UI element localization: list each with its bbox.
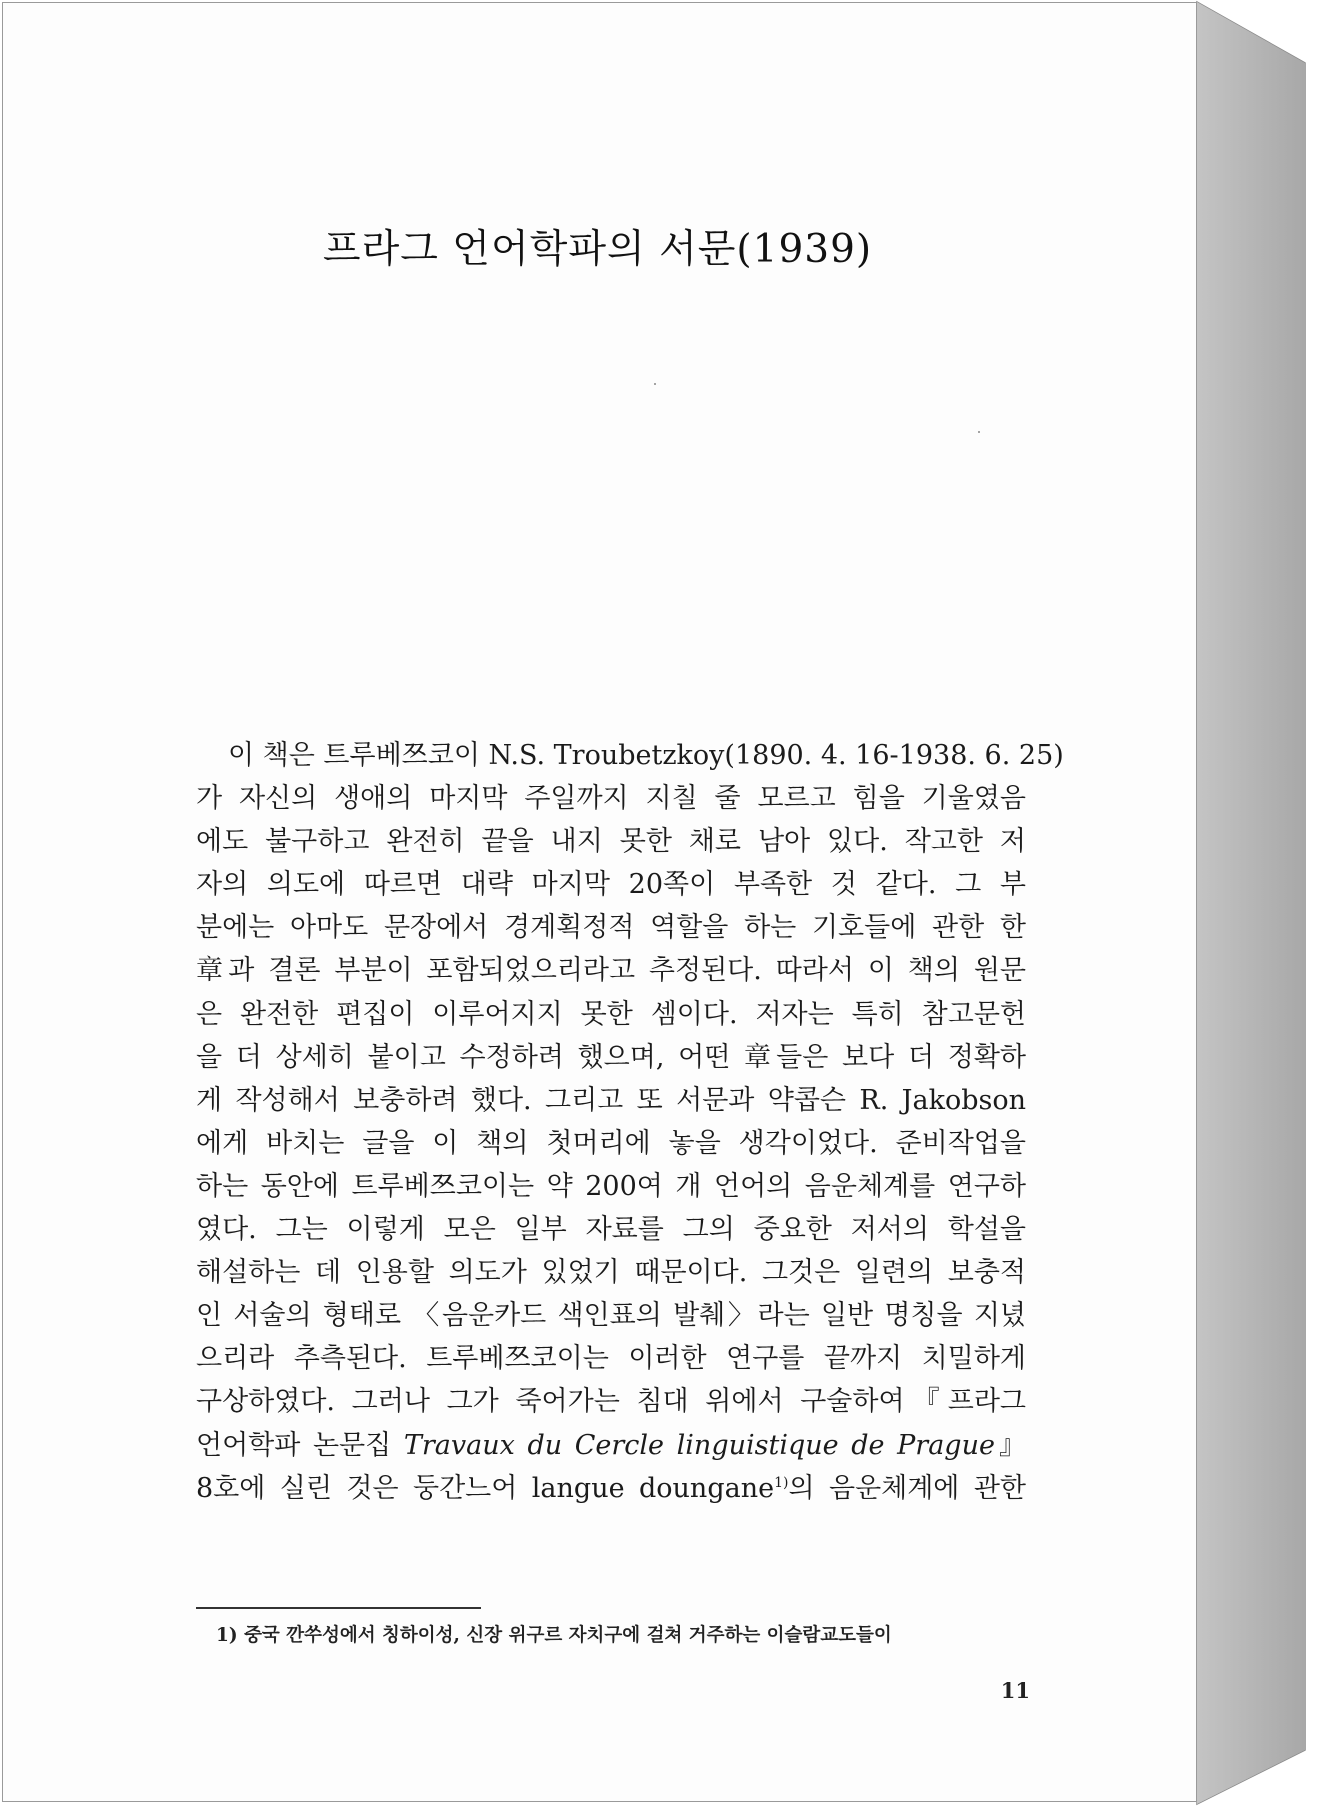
body-line: 게 작성해서 보충하려 했다. 그리고 또 서문과 약콥슨 R. Jakobson — [196, 1084, 1026, 1116]
body-line-with-italic-title — [196, 1424, 1026, 1467]
body-line: 은 완전한 편집이 이루어지지 못한 셈이다. 저자는 특히 참고문헌 — [196, 998, 1026, 1030]
body-line: 에도 불구하고 완전히 끝을 내지 못한 채로 남아 있다. 작고한 저 — [196, 826, 1026, 858]
body-line: 으리라 추측된다. 트루베쯔코이는 이러한 연구를 끝까지 치밀하게 — [196, 1343, 1026, 1375]
body-line-suffix: 』 — [994, 1429, 1027, 1461]
body-line: 을 더 상세히 붙이고 수정하려 했으며, 어떤 章들은 보다 더 정확하 — [196, 1041, 1026, 1073]
page-number: 11 — [1000, 1678, 1030, 1703]
body-line: 자의 의도에 따르면 대략 마지막 20쪽이 부족한 것 같다. 그 부 — [196, 869, 1026, 901]
body-line: 였다. 그는 이렇게 모은 일부 자료를 그의 중요한 저서의 학설을 — [196, 1214, 1026, 1246]
body-line: 章과 결론 부분이 포함되었으리라고 추정된다. 따라서 이 책의 원문 — [196, 955, 1026, 987]
footnote-reference-mark: 1) — [774, 1474, 789, 1491]
body-line: 하는 동안에 트루베쯔코이는 약 200여 개 언어의 음운체계를 연구하 — [196, 1170, 1026, 1202]
body-line-prefix: 8호에 실린 것은 둥간느어 langue doungane — [196, 1472, 775, 1504]
chapter-title: 프라그 언어학파의 서문(1939) — [322, 227, 873, 272]
body-line: 인 서술의 형태로 〈음운카드 색인표의 발췌〉라는 일반 명칭을 지녔 — [196, 1300, 1026, 1332]
footnote-divider — [196, 1607, 481, 1609]
footnote-text: 1) 중국 깐쑤성에서 칭하이성, 신장 위구르 자치구에 걸쳐 거주하는 이슬람교도들이 — [216, 1625, 892, 1646]
body-line: 구상하였다. 그러나 그가 죽어가는 침대 위에서 구술하여『프라그 — [196, 1386, 1026, 1418]
body-line: 에게 바치는 글을 이 책의 첫머리에 놓을 생각이었다. 준비작업을 — [196, 1127, 1026, 1159]
body-line: 가 자신의 생애의 마지막 주일까지 지칠 줄 모르고 힘을 기울였음 — [196, 783, 1026, 815]
body-text — [196, 734, 1064, 1510]
scan-speck — [654, 383, 656, 385]
body-line-suffix: 의 음운체계에 관한 — [788, 1472, 1027, 1504]
scan-speck — [978, 431, 980, 433]
body-line: 이 책은 트루베쯔코이 N.S. Troubetzkoy(1890. 4. 16-1938. 6. 25) — [228, 740, 1064, 771]
body-line: 해설하는 데 인용할 의도가 있었기 때문이다. 그것은 일련의 보충적 — [196, 1257, 1026, 1289]
body-line-prefix: 언어학파 논문집 — [196, 1429, 404, 1461]
body-line: 분에는 아마도 문장에서 경계획정적 역할을 하는 기호들에 관한 한 — [196, 912, 1026, 944]
journal-title-italic: Travaux du Cercle linguistique de Prague — [403, 1429, 995, 1461]
body-line-with-footnote-mark — [196, 1467, 1026, 1510]
